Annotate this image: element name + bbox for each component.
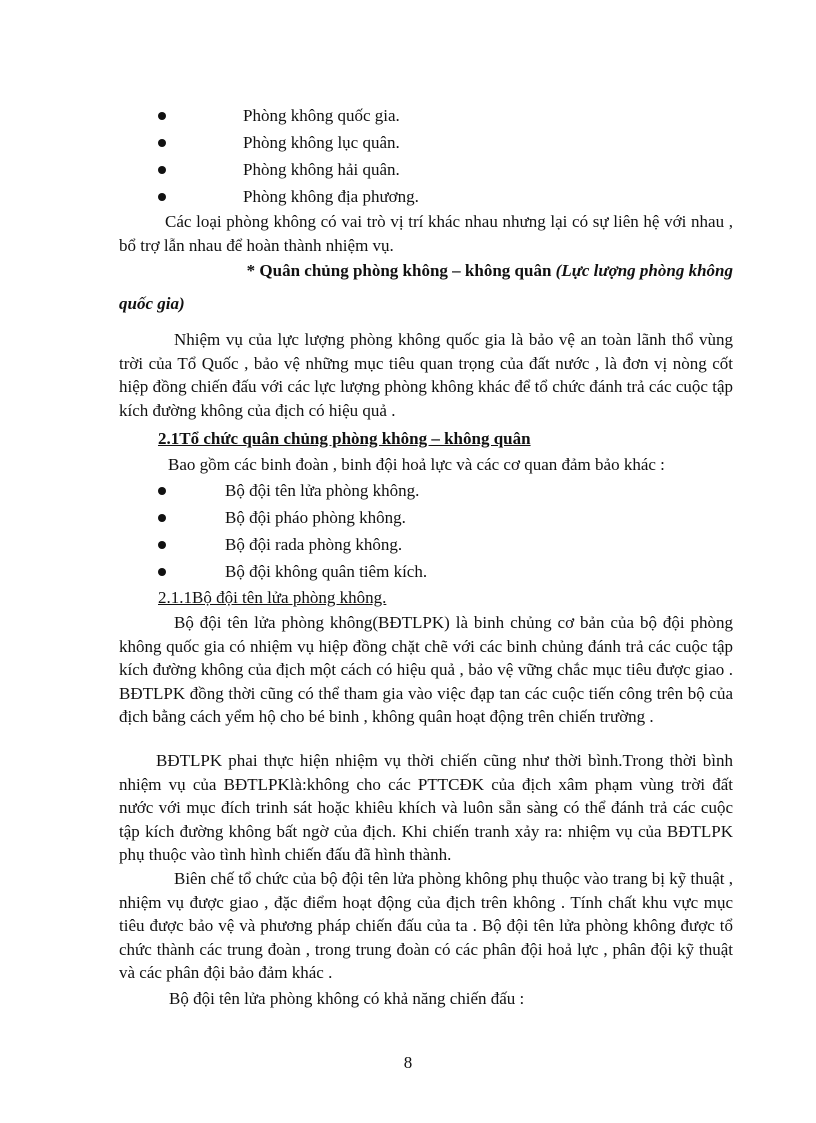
list-item-text: Phòng không hải quân. <box>243 160 400 179</box>
list-item-text: Phòng không quốc gia. <box>243 106 400 125</box>
bullet-icon <box>158 139 166 147</box>
bullet-icon <box>158 514 166 522</box>
bullet-icon <box>158 112 166 120</box>
section-heading <box>119 259 733 283</box>
paragraph: Các loại phòng không có vai trò vị trí khác nhau nhưng lại có sự liên hệ với nhau , bổ trợ lẫn nhau để hoàn thành nhiệm vụ. <box>119 212 733 255</box>
bullet-icon <box>158 541 166 549</box>
list-item-text: Bộ đội rada phòng không. <box>225 535 403 554</box>
subsection-heading: 2.1.1Bộ đội tên lửa phòng không. <box>158 588 387 607</box>
paragraph: Biên chế tổ chức của bộ đội tên lửa phòng không phụ thuộc vào trang bị kỹ thuật , nhiệm vụ được giao , đặc điểm hoạt động của địch trên không . Tính chất khu vực mục tiêu được bảo vệ và phương pháp chiến đấu của ta . Bộ đội tên lửa phòng không được tổ chức thành các trung đoàn , trong trung đoàn có các phân đội hoả lực , phân đội kỹ thuật và các phân đội bảo đảm khác . <box>119 869 733 982</box>
heading-italic-text: (Lực lượng phòng không <box>555 261 733 280</box>
list-item-text: Bộ đội tên lửa phòng không. <box>225 481 420 500</box>
paragraph: Bộ đội tên lửa phòng không có khả năng chiến đấu : <box>169 989 525 1008</box>
bullet-icon <box>158 193 166 201</box>
page-number: 8 <box>403 1053 413 1072</box>
bullet-icon <box>158 166 166 174</box>
paragraph: Bao gồm các binh đoàn , binh đội hoả lực và các cơ quan đảm bảo khác : <box>168 455 665 474</box>
heading-bold-text: * Quân chủng phòng không – không quân <box>246 261 552 280</box>
list-item-text: Phòng không địa phương. <box>243 187 419 206</box>
paragraph: Bộ đội tên lửa phòng không(BĐTLPK) là binh chủng cơ bản của bộ đội phòng không quốc gia có nhiệm vụ hiệp đồng chặt chẽ với các binh chủng đánh trả các cuộc tập kích đường không của địch một cách có hiệu quả , bảo vệ vững chắc mục tiêu được giao . BĐTLPK đồng thời cũng có thể tham gia vào việc đạp tan các cuộc tiến công trên bộ của địch bằng cách yểm hộ cho bé binh , không quân hoạt động trên chiến trường . <box>119 613 733 726</box>
subsection-heading: 2.1Tổ chức quân chủng phòng không – không quân <box>158 429 531 448</box>
bullet-icon <box>158 487 166 495</box>
bullet-icon <box>158 568 166 576</box>
list-item-text: Phòng không lục quân. <box>243 133 400 152</box>
list-item-text: Bộ đội pháo phòng không. <box>225 508 406 527</box>
paragraph: BĐTLPK phai thực hiện nhiệm vụ thời chiến cũng như thời bình.Trong thời bình nhiệm vụ của BĐTLPKlà:không cho các PTTCĐK của địch xâm phạm vùng trời đất nước với mục đích trinh sát hoặc khiêu khích và luôn sẵn sàng có thể đánh trả các cuộc tập kích đường không bất ngờ của địch. Khi chiến tranh xảy ra: nhiệm vụ của BĐTLPK phụ thuộc vào tình hình chiến đấu đã hình thành. <box>119 751 733 864</box>
heading-continuation: quốc gia) <box>119 294 185 313</box>
paragraph: Nhiệm vụ của lực lượng phòng không quốc gia là bảo vệ an toàn lãnh thổ vùng trời của Tổ Quốc , bảo vệ những mục tiêu quan trọng của đất nước , là đơn vị nòng cốt hiệp đồng chiến đấu với các lực lượng phòng không khác để tổ chức đánh trả các cuộc tập kích đường không của địch có hiệu quả . <box>119 330 733 420</box>
list-item-text: Bộ đội không quân tiêm kích. <box>225 562 428 581</box>
